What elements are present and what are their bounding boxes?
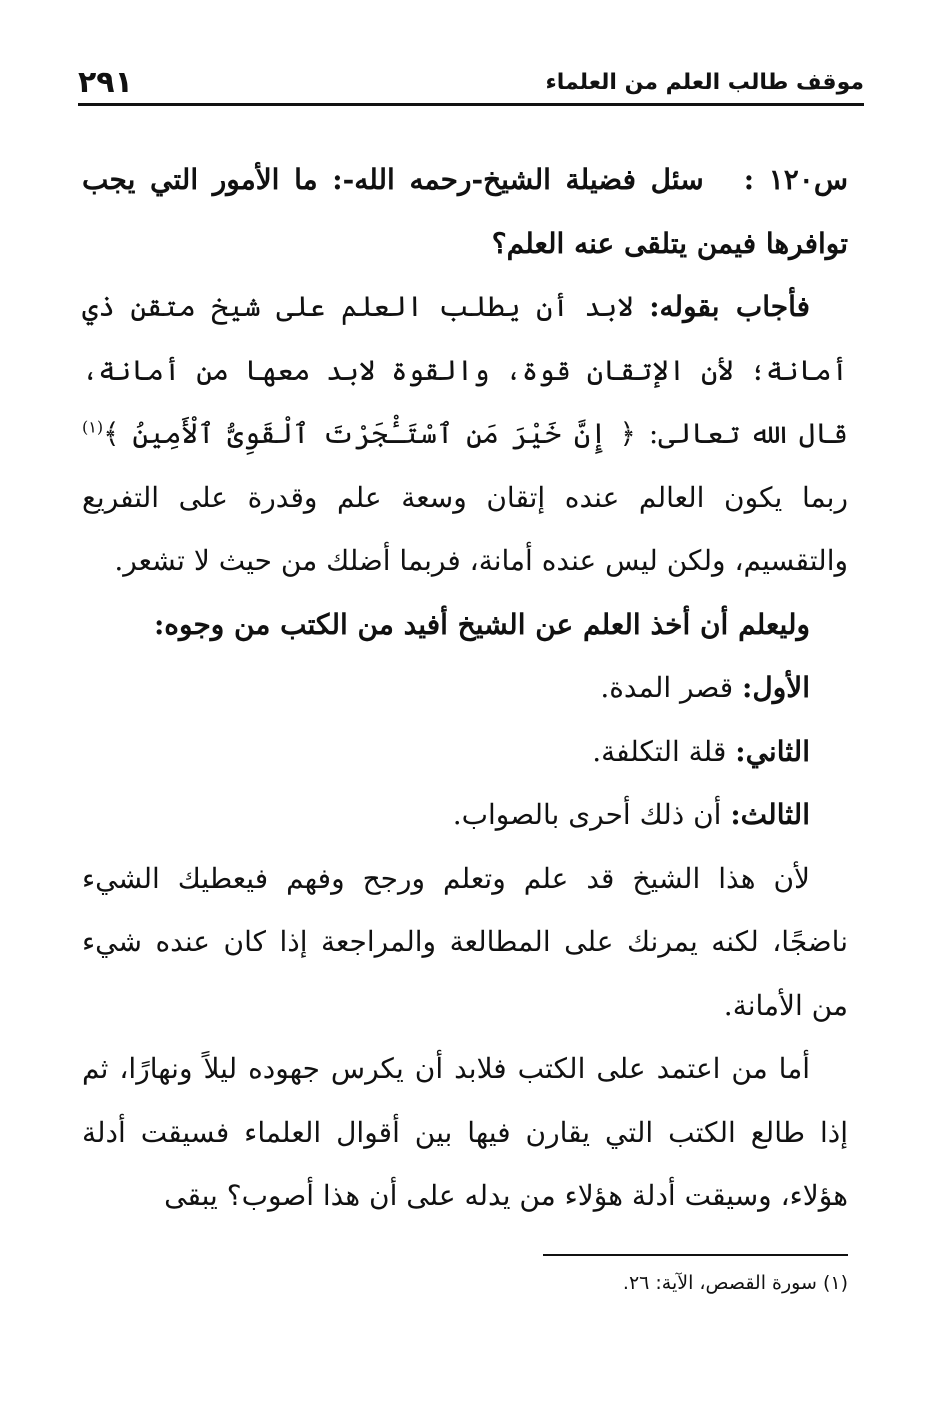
page-number: ٢٩١ xyxy=(78,64,133,100)
answer-text-continued: ربما يكون العالم عنده إتقان وسعة علم وقدرة على التفريع والتقسيم، ولكن ليس عنده أمانة، فربما أضلك من حيث لا تشعر. xyxy=(82,480,848,577)
quran-verse: ﴿ إِنَّ خَيْرَ مَنِ ٱسْتَـْٔجَرْتَ ٱلْقَوِىُّ ٱلْأَمِينُ ﴾ xyxy=(103,417,636,450)
reason-label: الثالث: xyxy=(730,798,810,831)
answer-intro: فأجاب بقوله: xyxy=(649,290,810,323)
answer-text: لابد أن يطلب العلم على شيخ متقن ذي أمانة؛ لأن الإتقان قوة، والقوة لابد معها من أمانة، قال الله تعالى: xyxy=(82,290,848,450)
reason-item xyxy=(82,720,848,784)
body-text xyxy=(82,148,848,1228)
footnote-rule xyxy=(543,1254,848,1256)
running-title: موقف طالب العلم من العلماء xyxy=(545,69,864,95)
footnote: (١) سورة القصص، الآية: ٢٦. xyxy=(622,1272,848,1294)
reason-text: قصر المدة. xyxy=(600,671,734,704)
question-number: س١٢٠ : xyxy=(743,163,848,196)
reason-text: أن ذلك أحرى بالصواب. xyxy=(452,798,722,831)
explanation-paragraph: لأن هذا الشيخ قد علم وتعلم ورجح وفهم فيعطيك الشيء ناضجًا، لكنه يمرنك على المطالعة والمراجعة إذا كان عنده شيء من الأمانة. xyxy=(82,861,848,1022)
reason-item xyxy=(82,783,848,847)
header-rule xyxy=(78,103,864,106)
reason-label: الثاني: xyxy=(735,734,810,768)
reason-text: قلة التكلفة. xyxy=(592,734,727,768)
question-text: سئل فضيلة الشيخ-رحمه الله-: ما الأمور التي يجب توافرها فيمن يتلقى عنه العلم؟ xyxy=(82,163,848,260)
books-paragraph: أما من اعتمد على الكتب فلابد أن يكرس جهوده ليلاً ونهارًا، ثم إذا طالع الكتب التي يقارن فيها بين أقوال العلماء فسيقت أدلة هؤلاء، وسيقت أدلة هؤلاء من يدله على أن هذا أصوب؟ يبقى xyxy=(82,1052,848,1212)
footnote-reference: (١) xyxy=(82,417,104,437)
reason-item xyxy=(82,656,848,720)
answer-paragraph xyxy=(82,275,848,593)
running-header xyxy=(78,62,864,102)
reason-label: الأول: xyxy=(742,671,810,704)
question-paragraph xyxy=(82,148,848,275)
reasons-intro: وليعلم أن أخذ العلم عن الشيخ أفيد من الكتب من وجوه: xyxy=(153,607,810,641)
